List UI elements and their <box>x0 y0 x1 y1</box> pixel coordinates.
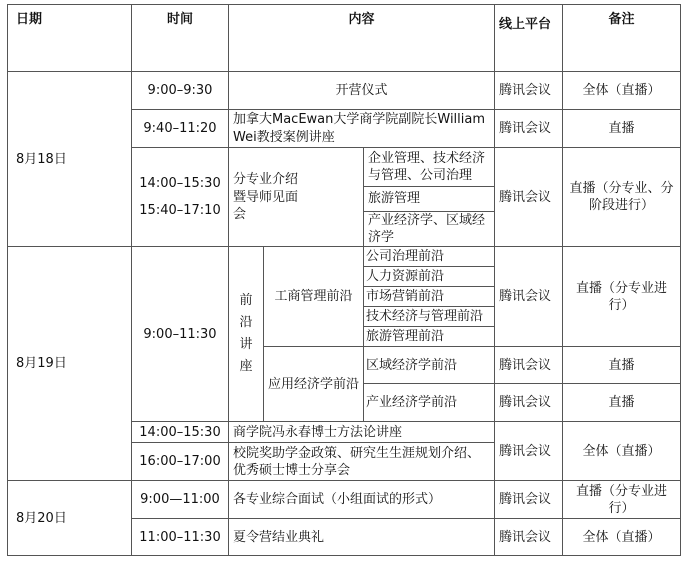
remark-cell: 直播 <box>563 110 681 148</box>
content-cell: 人力资源前沿 <box>364 267 495 287</box>
remark-cell: 全体（直播） <box>563 422 681 481</box>
biz-frontier-label: 工商管理前沿 <box>264 247 364 347</box>
content-cell: 旅游管理前沿 <box>364 327 495 347</box>
remark-cell: 直播（分专业、分阶段进行） <box>563 148 681 247</box>
remark-cell: 全体（直播） <box>563 72 681 110</box>
table-row <box>8 481 681 519</box>
time-cell: 9:00—11:00 <box>132 481 229 519</box>
platform-cell: 腾讯会议 <box>495 347 563 384</box>
content-cell: 夏令营结业典礼 <box>229 519 495 556</box>
platform-cell: 腾讯会议 <box>495 422 563 481</box>
frontier-char: 座 <box>239 359 253 375</box>
content-cell: 开营仪式 <box>229 72 495 110</box>
content-cell: 旅游管理 <box>364 187 495 212</box>
date-cell: 8月18日 <box>8 72 132 247</box>
header-row <box>8 5 681 72</box>
time-cell-a: 14:00–15:30 <box>139 176 221 191</box>
header-date: 日期 <box>8 5 132 72</box>
frontier-char: 讲 <box>239 337 253 353</box>
content-cell: 各专业综合面试（小组面试的形式） <box>229 481 495 519</box>
content-cell: 加拿大MacEwan大学商学院副院长William Wei教授案例讲座 <box>229 110 495 148</box>
content-cell: 技术经济与管理前沿 <box>364 307 495 327</box>
header-time: 时间 <box>132 5 229 72</box>
platform-cell: 腾讯会议 <box>495 481 563 519</box>
frontier-label <box>229 247 264 422</box>
content-cell: 公司治理前沿 <box>364 247 495 267</box>
content-cell: 产业经济学、区域经济学 <box>364 212 495 247</box>
platform-cell: 腾讯会议 <box>495 72 563 110</box>
platform-cell: 腾讯会议 <box>495 247 563 347</box>
time-cell: 9:00–11:30 <box>132 247 229 422</box>
header-platform: 线上平台 <box>495 5 563 72</box>
platform-cell: 腾讯会议 <box>495 110 563 148</box>
content-cell: 企业管理、技术经济与管理、公司治理 <box>364 148 495 187</box>
date-cell: 8月20日 <box>8 481 132 556</box>
econ-frontier-label: 应用经济学前沿 <box>264 347 364 422</box>
table-row <box>8 72 681 110</box>
content-cell: 校院奖助学金政策、研究生生涯规划介绍、优秀硕士博士分享会 <box>229 443 495 481</box>
time-cell: 14:00–15:30 <box>132 422 229 443</box>
date-cell: 8月19日 <box>8 247 132 481</box>
remark-cell: 直播（分专业进行） <box>563 247 681 347</box>
header-remark: 备注 <box>563 5 681 72</box>
time-cell <box>132 148 229 247</box>
time-cell: 11:00–11:30 <box>132 519 229 556</box>
remark-cell: 直播 <box>563 347 681 384</box>
header-content: 内容 <box>229 5 495 72</box>
frontier-char: 前 <box>239 293 253 309</box>
table-row <box>8 247 681 267</box>
content-cell: 商学院冯永春博士方法论讲座 <box>229 422 495 443</box>
time-cell: 9:40–11:20 <box>132 110 229 148</box>
remark-cell: 直播 <box>563 384 681 422</box>
schedule-table <box>7 4 681 556</box>
time-cell: 9:00–9:30 <box>132 72 229 110</box>
time-cell-b: 15:40–17:10 <box>139 203 221 219</box>
meeting-label: 分专业介绍暨导师见面会 <box>229 148 364 247</box>
frontier-char: 沿 <box>239 315 253 331</box>
remark-cell: 全体（直播） <box>563 519 681 556</box>
content-cell: 市场营销前沿 <box>364 287 495 307</box>
time-cell: 16:00–17:00 <box>132 443 229 481</box>
platform-cell: 腾讯会议 <box>495 384 563 422</box>
remark-cell: 直播（分专业进行） <box>563 481 681 519</box>
platform-cell: 腾讯会议 <box>495 148 563 247</box>
content-cell: 区域经济学前沿 <box>364 347 495 384</box>
platform-cell: 腾讯会议 <box>495 519 563 556</box>
content-cell: 产业经济学前沿 <box>364 384 495 422</box>
